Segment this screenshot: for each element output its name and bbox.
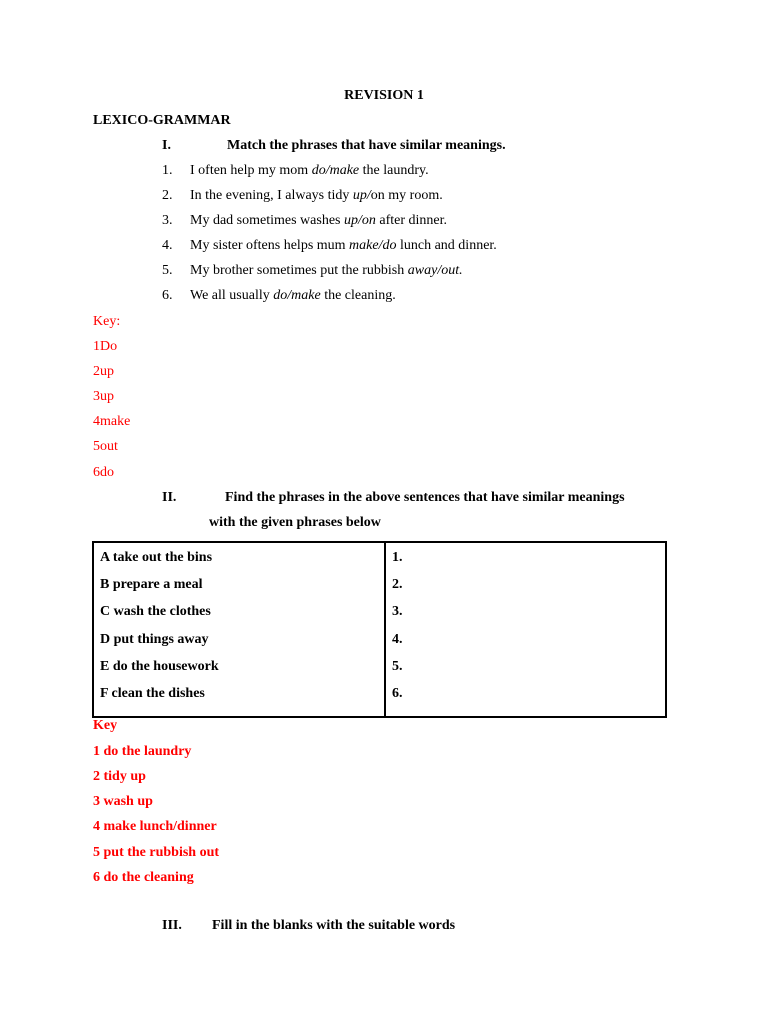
exercise-item-text: In the evening, I always tidy up/on my room.	[190, 188, 443, 203]
exercise-item-text: We all usually do/make the cleaning.	[190, 288, 396, 303]
exercise-item-number: 4.	[162, 238, 173, 253]
answer-key-item: 6 do the cleaning	[93, 870, 194, 885]
section-2-number: II.	[162, 490, 177, 505]
answer-key-item: 1Do	[93, 339, 118, 354]
answer-cell: 2.	[392, 577, 403, 593]
answer-key-item: 2 tidy up	[93, 769, 146, 784]
exercise-item-text: My brother sometimes put the rubbish away/out.	[190, 263, 463, 278]
section-3-number: III.	[162, 918, 182, 933]
answer-key-item: 4make	[93, 414, 131, 429]
answer-key-label: Key:	[93, 314, 121, 329]
section-1-instruction: Match the phrases that have similar meanings.	[227, 138, 506, 153]
section-2-instruction-line-2: with the given phrases below	[209, 515, 381, 530]
exercise-item-number: 1.	[162, 163, 173, 178]
answer-key-item: 5out	[93, 439, 118, 454]
section-1-number: I.	[162, 138, 171, 153]
answer-cell: 4.	[392, 631, 403, 647]
phrase-cell: D put things away	[100, 631, 209, 647]
section-heading-lexico-grammar: LEXICO-GRAMMAR	[93, 113, 231, 128]
answer-cell: 5.	[392, 658, 403, 674]
exercise-item-text: My dad sometimes washes up/on after dinner.	[190, 213, 448, 228]
answer-key-item: 6do	[93, 465, 114, 480]
phrase-cell: F clean the dishes	[100, 685, 205, 701]
document-title: REVISION 1	[344, 88, 424, 103]
phrase-cell: A take out the bins	[100, 550, 213, 565]
phrase-cell: C wash the clothes	[100, 604, 211, 620]
phrase-cell: B prepare a meal	[100, 577, 203, 593]
answer-key-item: 1 do the laundry	[93, 744, 192, 759]
exercise-item-text: I often help my mom do/make the laundry.	[190, 163, 429, 178]
exercise-item-number: 2.	[162, 188, 173, 203]
answer-key-item: 3 wash up	[93, 794, 153, 809]
exercise-item-text: My sister oftens helps mum make/do lunch and dinner.	[190, 238, 497, 253]
exercise-item-number: 6.	[162, 288, 173, 303]
answer-key-item: 3up	[93, 389, 114, 404]
exercise-item-number: 3.	[162, 213, 173, 228]
answer-key-item: 2up	[93, 364, 114, 379]
phrase-cell: E do the housework	[100, 658, 219, 674]
matching-table	[92, 541, 667, 718]
section-2-instruction-line-1: Find the phrases in the above sentences that have similar meanings	[225, 490, 625, 505]
answer-key-item: 5 put the rubbish out	[93, 845, 220, 860]
section-3-instruction: Fill in the blanks with the suitable words	[212, 918, 456, 933]
answer-cell: 1.	[392, 550, 403, 565]
table-row	[93, 542, 666, 717]
exercise-item-number: 5.	[162, 263, 173, 278]
phrases-column	[93, 542, 385, 717]
answers-column	[385, 542, 666, 717]
answer-key-item: 4 make lunch/dinner	[93, 819, 217, 834]
answer-key-label: Key	[93, 718, 118, 733]
answer-cell: 6.	[392, 685, 403, 701]
answer-cell: 3.	[392, 604, 403, 620]
